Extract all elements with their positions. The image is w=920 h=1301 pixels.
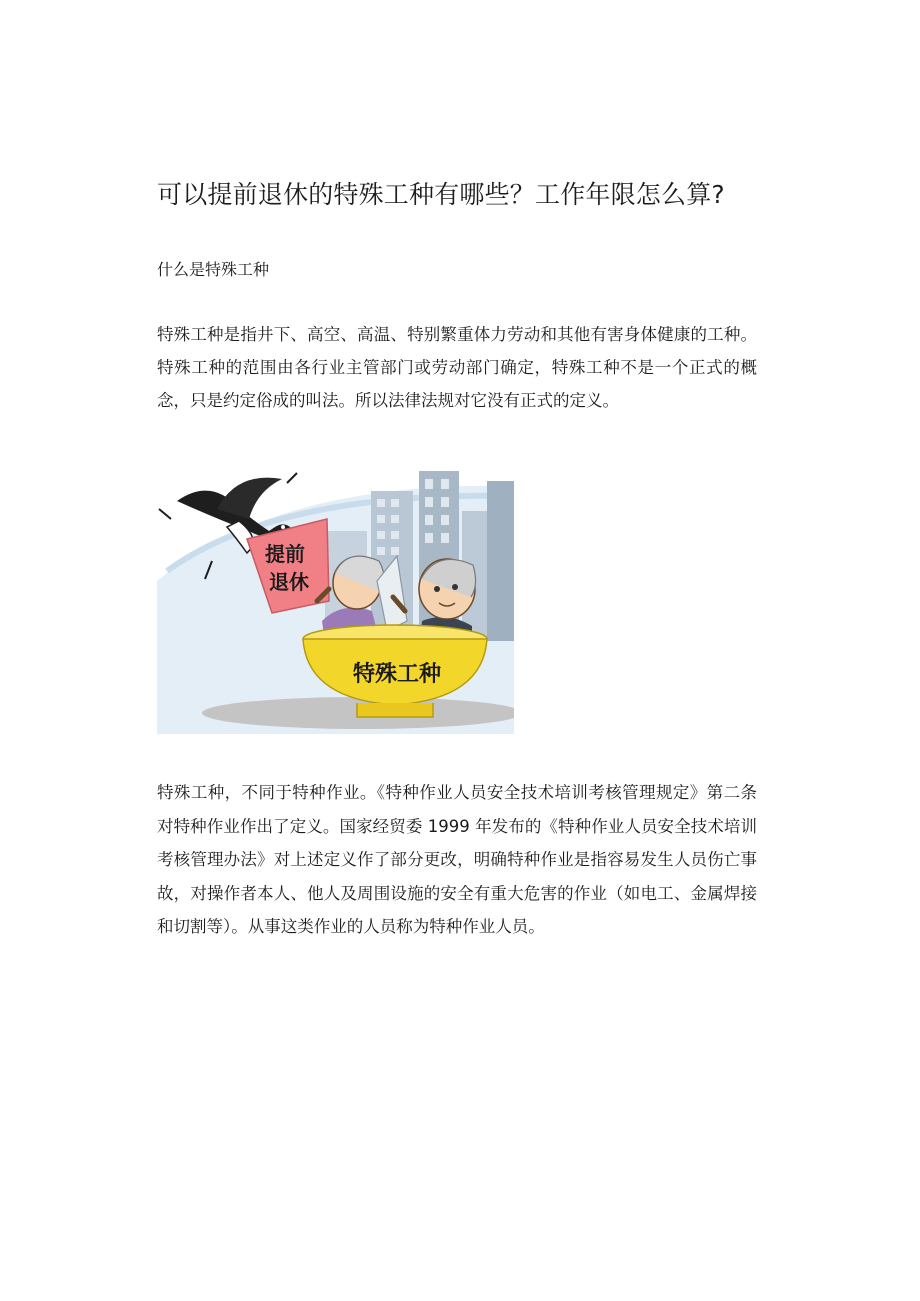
early-retirement-illustration (157, 461, 514, 734)
paper-text-line1: 提前 (265, 542, 305, 566)
page-title: 可以提前退休的特殊工种有哪些？工作年限怎么算? (157, 180, 725, 209)
bowl-text: 特殊工种 (352, 662, 442, 687)
section-heading: 什么是特殊工种 (157, 260, 270, 279)
paper-text-line2: 退休 (269, 570, 309, 594)
paragraph-special-operations: 特殊工种，不同于特种作业。《特种作业人员安全技术培训考核管理规定》第二条对特种作业作出了定义。国家经贸委 1999 年发布的《特种作业人员安全技术培训考核管理办法》对上述定义作了部分更改，明确特种作业是指容易发生人员伤亡事故，对操作者本人、他人及周围设施的安全有重大危害的作业（如电工、金属焊接和切割等）。从事这类作业的人员称为特种作业人员。 (157, 783, 757, 936)
paragraph-definition: 特殊工种是指井下、高空、高温、特别繁重体力劳动和其他有害身体健康的工种。特殊工种的范围由各行业主管部门或劳动部门确定，特殊工种不是一个正式的概念，只是约定俗成的叫法。所以法律法规对它没有正式的定义。 (157, 325, 757, 410)
